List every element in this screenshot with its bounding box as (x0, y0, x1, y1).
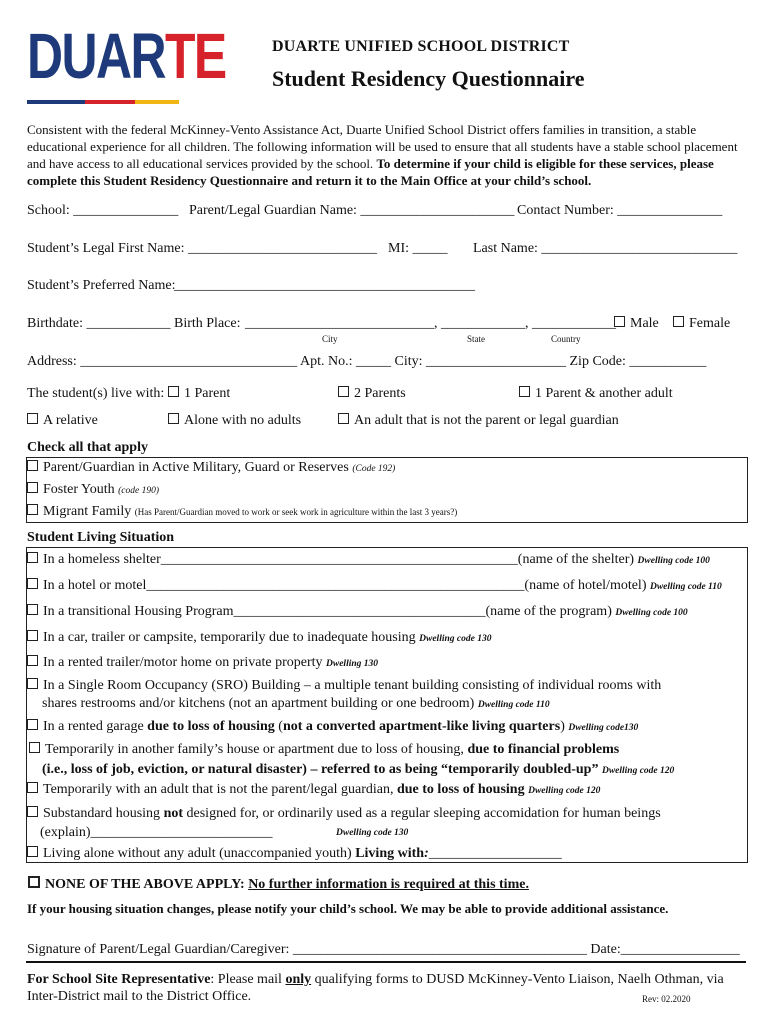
contact-number-field[interactable]: Contact Number: _______________ (517, 203, 723, 218)
checkbox[interactable] (27, 578, 38, 589)
checkbox[interactable] (27, 846, 38, 857)
mi-field[interactable]: MI: _____ (388, 241, 448, 256)
unaccompanied-option[interactable]: Living alone without any adult (unaccompanied youth) Living with:___________________ (27, 846, 562, 862)
first-name-field[interactable]: Student’s Legal First Name: ___________________________ (27, 241, 377, 256)
signature-field[interactable]: Signature of Parent/Legal Guardian/Caregiver: __________________________________________ Date:_________________ (27, 942, 740, 957)
live-with-parent-and-adult[interactable]: 1 Parent & another adult (519, 386, 673, 402)
adult-not-guardian-option[interactable]: Temporarily with an adult that is not the parent/legal guardian, due to loss of housing Dwelling code 120 (27, 782, 600, 798)
checkbox[interactable] (27, 552, 38, 563)
birth-place-field[interactable]: ___________________________, ____________, ____________ (245, 316, 616, 331)
female-checkbox[interactable] (673, 316, 684, 327)
checkbox[interactable] (27, 460, 38, 471)
car-option[interactable]: In a car, trailer or campsite, temporarily due to inadequate housing Dwelling code 130 (27, 630, 491, 646)
female-option[interactable]: Female (673, 316, 730, 332)
footer-divider (26, 961, 746, 963)
form-title: Student Residency Questionnaire (272, 66, 585, 91)
city-caption: City (322, 334, 338, 344)
checkbox[interactable] (168, 386, 179, 397)
checkbox[interactable] (27, 806, 38, 817)
checkbox[interactable] (28, 876, 40, 888)
site-rep-note: For School Site Representative: Please mail only qualifying forms to DUSD McKinney-Vento Liaison, Naelh Othman, via (27, 972, 724, 987)
intro-paragraph: Consistent with the federal McKinney-Vento Assistance Act, Duarte Unified School District offers families in transition, a stable educational experience for all children. The following information will be used to ensure that all students have a stable school placement and have access to all educational services provided by the school. To determine if your child is eligible for these services, please complete this Student Residency Questionnaire and return it to the Main Office at your child’s school. (27, 122, 738, 188)
checkbox[interactable] (27, 413, 38, 424)
live-with-relative[interactable]: A relative (27, 413, 98, 429)
address-field[interactable]: Address: _______________________________ Apt. No.: _____ City: ____________________ Zip Code: ___________ (27, 354, 707, 369)
checkbox[interactable] (519, 386, 530, 397)
logo-bar-yellow (135, 100, 179, 104)
checkbox[interactable] (27, 782, 38, 793)
last-name-field[interactable]: Last Name: ____________________________ (473, 241, 738, 256)
none-apply-option[interactable]: NONE OF THE ABOVE APPLY: No further information is required at this time. (28, 876, 529, 893)
parent-name-field[interactable]: Parent/Legal Guardian Name: ______________________ (189, 203, 515, 218)
checkbox[interactable] (27, 604, 38, 615)
sro-option[interactable]: In a Single Room Occupancy (SRO) Building – a multiple tenant building consisting of individual rooms with (27, 678, 661, 694)
checkbox[interactable] (27, 504, 38, 515)
school-field[interactable]: School: _______________ (27, 203, 179, 218)
male-checkbox[interactable] (614, 316, 625, 327)
district-logo (27, 20, 226, 104)
checkbox[interactable] (27, 630, 38, 641)
transitional-option[interactable]: In a transitional Housing Program____________________________________(name of the program) Dwelling code 100 (27, 604, 688, 620)
substandard-explain-field[interactable]: (explain)__________________________ (40, 825, 273, 840)
preferred-name-field[interactable]: ___________________________________________ (174, 278, 475, 293)
rented-trailer-option[interactable]: In a rented trailer/motor home on private property Dwelling 130 (27, 655, 378, 671)
migrant-family-option[interactable]: Migrant Family (Has Parent/Guardian moved to work or seek work in agriculture within the last 3 years?) (27, 504, 457, 520)
check-all-heading: Check all that apply (27, 440, 148, 455)
substandard-code: Dwelling code 130 (336, 828, 409, 838)
live-with-other-adult[interactable]: An adult that is not the parent or legal guardian (338, 413, 619, 429)
live-with-alone[interactable]: Alone with no adults (168, 413, 301, 429)
garage-option[interactable]: In a rented garage due to loss of housing (not a converted apartment-like living quarters) Dwelling code130 (27, 719, 638, 735)
checkbox[interactable] (168, 413, 179, 424)
district-name: DUARTE UNIFIED SCHOOL DISTRICT (272, 38, 570, 55)
revision-label: Rev: 02.2020 (642, 994, 691, 1004)
site-rep-note-line2: Inter-District mail to the District Office. (27, 989, 252, 1004)
state-caption: State (467, 334, 485, 344)
logo-wordmark: DUARTE (27, 20, 226, 92)
substandard-option[interactable]: Substandard housing not designed for, or ordinarily used as a regular sleeping accomidation for human beings (27, 806, 661, 822)
checkbox[interactable] (29, 742, 40, 753)
country-caption: Country (551, 334, 581, 344)
foster-youth-option[interactable]: Foster Youth (code 190) (27, 482, 159, 498)
live-with-2-parents[interactable]: 2 Parents (338, 386, 406, 402)
sro-option-line2: shares restrooms and/or kitchens (not an apartment building or one bedroom) Dwelling code 110 (42, 696, 550, 711)
birthdate-field[interactable]: Birthdate: ____________ Birth Place: (27, 316, 241, 331)
logo-bar-blue (27, 100, 85, 104)
checkbox[interactable] (338, 386, 349, 397)
military-option[interactable]: Parent/Guardian in Active Military, Guard or Reserves (Code 192) (27, 460, 395, 476)
male-option[interactable]: Male (614, 316, 659, 332)
live-with-1-parent[interactable]: 1 Parent (168, 386, 230, 402)
shelter-option[interactable]: In a homeless shelter___________________________________________________(name of the shelter) Dwelling code 100 (27, 552, 710, 568)
checkbox[interactable] (27, 719, 38, 730)
checkbox[interactable] (27, 678, 38, 689)
hotel-option[interactable]: In a hotel or motel______________________________________________________(name of hotel/motel) Dwelling code 110 (27, 578, 722, 594)
doubled-up-line2: (i.e., loss of job, eviction, or natural disaster) – referred to as being “temporarily doubled-up” Dwelling code 120 (42, 762, 675, 777)
logo-bar-red (85, 100, 135, 104)
live-with-label: The student(s) live with: (27, 386, 165, 401)
doubled-up-option[interactable]: Temporarily in another family’s house or apartment due to loss of housing, due to financial problems (29, 742, 619, 758)
checkbox[interactable] (27, 482, 38, 493)
checkbox[interactable] (338, 413, 349, 424)
checkbox[interactable] (27, 655, 38, 666)
preferred-name-label: Student’s Preferred Name: (27, 278, 176, 293)
living-situation-heading: Student Living Situation (27, 530, 175, 545)
change-notice: If your housing situation changes, please notify your child’s school. We may be able to provide additional assistance. (27, 901, 669, 916)
